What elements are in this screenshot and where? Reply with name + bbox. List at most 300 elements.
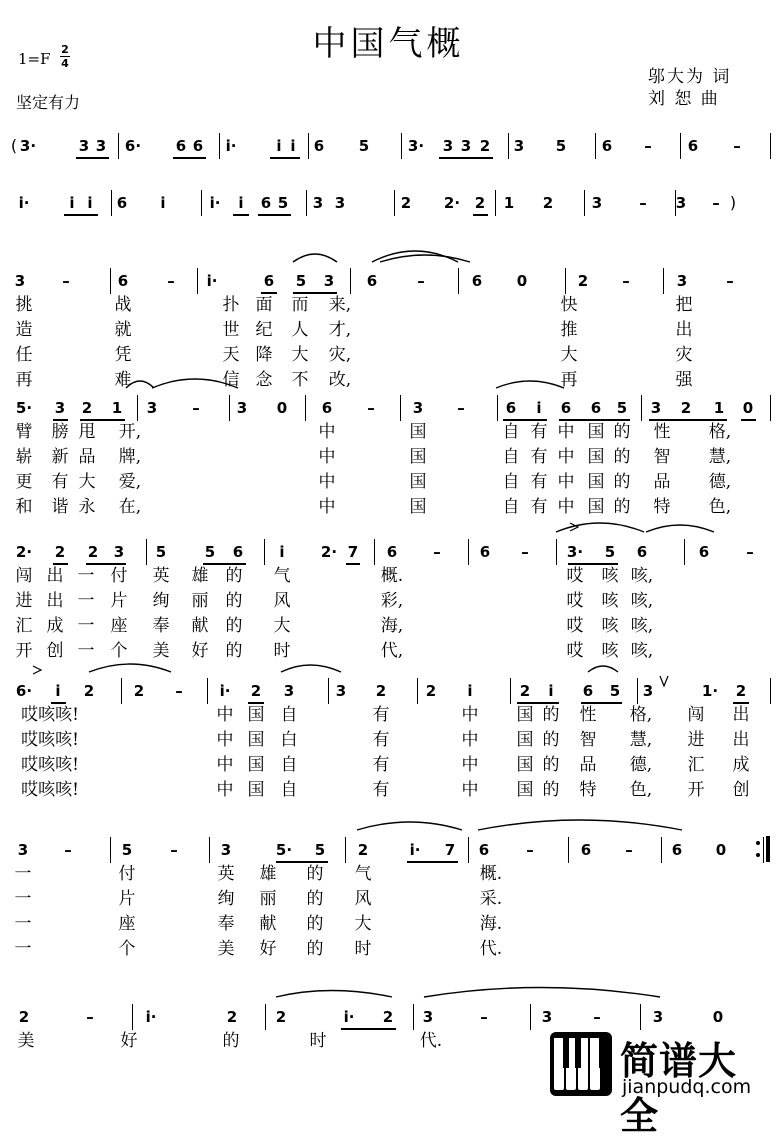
note: 5 bbox=[121, 841, 133, 859]
note: i bbox=[290, 137, 296, 155]
note: 2 bbox=[133, 682, 145, 700]
lyric-syllable: 自 bbox=[502, 497, 520, 517]
lyric-syllable: 才, bbox=[328, 320, 352, 340]
lyric-syllable: 哎 bbox=[566, 566, 584, 586]
note: 3· bbox=[19, 137, 37, 155]
lyric-syllable: 开 bbox=[687, 780, 705, 800]
lyric-syllable: 奉 bbox=[217, 914, 235, 934]
lyric-syllable: 甩 bbox=[78, 422, 96, 442]
note: – bbox=[417, 272, 425, 290]
lyric-syllable: 中 bbox=[216, 705, 234, 725]
lyric-syllable: 国 bbox=[247, 705, 265, 725]
note: 5 bbox=[155, 543, 167, 561]
note: 2· bbox=[320, 543, 338, 561]
note: i· bbox=[206, 272, 218, 290]
lyric-syllable: 国 bbox=[409, 422, 427, 442]
lyric-syllable: 扑 bbox=[222, 295, 240, 315]
lyric-syllable: 再 bbox=[15, 370, 33, 390]
lyric-syllable: 国 bbox=[516, 730, 534, 750]
note: i bbox=[87, 194, 93, 212]
lyric-line bbox=[0, 729, 777, 751]
lyric-syllable: 的 bbox=[306, 889, 324, 909]
note: 3 bbox=[650, 399, 662, 417]
barline bbox=[207, 678, 208, 704]
barline bbox=[229, 395, 230, 421]
lyric-syllable: 哎咳咳! bbox=[21, 780, 79, 800]
lyric-syllable: 代, bbox=[380, 641, 404, 661]
barline bbox=[556, 539, 557, 565]
barline bbox=[264, 539, 265, 565]
lyric-syllable: 自 bbox=[280, 755, 298, 775]
lyric-syllable: 中 bbox=[318, 497, 336, 517]
beam-underline bbox=[270, 157, 300, 159]
barline bbox=[146, 539, 147, 565]
barline bbox=[417, 678, 418, 704]
slur bbox=[646, 525, 714, 532]
beam-underline bbox=[439, 157, 474, 159]
beam-underline bbox=[64, 214, 98, 216]
lyric-syllable: 一 bbox=[77, 566, 95, 586]
note: 5 bbox=[295, 272, 307, 290]
lyric-syllable: 中 bbox=[216, 780, 234, 800]
lyric-syllable: 美 bbox=[217, 939, 235, 959]
barline bbox=[209, 837, 210, 863]
lyric-syllable: 献 bbox=[191, 616, 209, 636]
lyric-syllable: 大 bbox=[354, 914, 372, 934]
note: 3 bbox=[676, 272, 688, 290]
note: i bbox=[548, 682, 554, 700]
barline bbox=[118, 133, 119, 159]
note: 3 bbox=[460, 137, 472, 155]
lyric-syllable: 国 bbox=[516, 755, 534, 775]
lyric-syllable: 中 bbox=[557, 422, 575, 442]
slur bbox=[424, 988, 660, 998]
lyric-syllable: 再 bbox=[560, 370, 578, 390]
note: 5 bbox=[277, 194, 289, 212]
barline bbox=[305, 395, 306, 421]
note: 3 bbox=[442, 137, 454, 155]
lyric-syllable: 个 bbox=[118, 939, 136, 959]
key-signature: 1=F bbox=[18, 50, 51, 68]
meter-bottom: 4 bbox=[61, 57, 69, 70]
barline bbox=[197, 268, 198, 294]
lyric-syllable: 一 bbox=[77, 641, 95, 661]
note: 5· bbox=[15, 399, 33, 417]
barline bbox=[121, 678, 122, 704]
lyric-syllable: 灾, bbox=[328, 345, 352, 365]
barline bbox=[661, 837, 662, 863]
note: 2 bbox=[542, 194, 554, 212]
lyric-syllable: 有 bbox=[372, 755, 390, 775]
barline bbox=[110, 837, 111, 863]
lyric-syllable: 国 bbox=[247, 780, 265, 800]
prelude-open-paren: ( bbox=[10, 136, 18, 155]
note: – bbox=[433, 543, 441, 561]
lyric-line bbox=[0, 294, 777, 316]
lyric-syllable: 特 bbox=[579, 780, 597, 800]
lyric-syllable: 海. bbox=[479, 914, 503, 934]
barline bbox=[680, 133, 681, 159]
slur bbox=[380, 255, 470, 262]
note: 5 bbox=[314, 841, 326, 859]
lyric-syllable: 咳 bbox=[601, 591, 619, 611]
note: 2 bbox=[357, 841, 369, 859]
note: 6 bbox=[590, 399, 602, 417]
lyric-syllable: 中 bbox=[216, 730, 234, 750]
note: 0 bbox=[742, 399, 754, 417]
lyric-line bbox=[0, 704, 777, 726]
note: 6 bbox=[505, 399, 517, 417]
lyric-line bbox=[0, 779, 777, 801]
barline bbox=[306, 190, 307, 216]
note: – bbox=[170, 841, 178, 859]
note: – bbox=[175, 682, 183, 700]
lyric-syllable: 的 bbox=[542, 780, 560, 800]
lyric-syllable: 付 bbox=[118, 864, 136, 884]
note: 6 bbox=[636, 543, 648, 561]
note: i bbox=[276, 137, 282, 155]
lyric-syllable: 片 bbox=[118, 889, 136, 909]
beam-underline bbox=[76, 157, 109, 159]
barline bbox=[401, 133, 402, 159]
lyric-syllable: 中 bbox=[461, 705, 479, 725]
lyric-syllable: 概. bbox=[479, 864, 503, 884]
logo-url: jianpudq.com bbox=[622, 1076, 752, 1098]
lyric-syllable: 大 bbox=[273, 616, 291, 636]
slur bbox=[281, 665, 341, 672]
note: 3 bbox=[312, 194, 324, 212]
slur bbox=[89, 664, 171, 672]
lyric-syllable: 咳, bbox=[630, 616, 654, 636]
lyric-syllable: 的 bbox=[613, 447, 631, 467]
lyric-syllable: 慧, bbox=[629, 730, 653, 750]
barline bbox=[350, 268, 351, 294]
note: 6 bbox=[175, 137, 187, 155]
music-row bbox=[0, 835, 777, 865]
note: 2 bbox=[18, 1008, 30, 1026]
note: 6 bbox=[260, 194, 272, 212]
slur bbox=[372, 251, 458, 262]
note: 2· bbox=[443, 194, 461, 212]
lyric-syllable: 在, bbox=[118, 497, 142, 517]
note: 3 bbox=[652, 1008, 664, 1026]
lyric-syllable: 德, bbox=[708, 472, 732, 492]
lyric-syllable: 新 bbox=[51, 447, 69, 467]
lyric-syllable: 个 bbox=[110, 641, 128, 661]
note: – bbox=[625, 841, 633, 859]
note: 6 bbox=[687, 137, 699, 155]
lyric-syllable: 格, bbox=[708, 422, 732, 442]
barline bbox=[468, 539, 469, 565]
music-row bbox=[0, 393, 777, 423]
note: 6 bbox=[117, 272, 129, 290]
lyric-syllable: 的 bbox=[306, 939, 324, 959]
note: 6 bbox=[192, 137, 204, 155]
lyric-syllable: 海, bbox=[380, 616, 404, 636]
lyric-syllable: 座 bbox=[110, 616, 128, 636]
note: i· bbox=[343, 1008, 355, 1026]
note: i· bbox=[409, 841, 421, 859]
lyric-syllable: 哎 bbox=[566, 591, 584, 611]
lyric-syllable: 雄 bbox=[191, 566, 209, 586]
lyric-syllable: 中 bbox=[461, 780, 479, 800]
lyric-syllable: 进 bbox=[15, 591, 33, 611]
lyric-syllable: 好 bbox=[259, 939, 277, 959]
beam-underline bbox=[233, 214, 249, 216]
lyric-syllable: 有 bbox=[530, 422, 548, 442]
lyric-syllable: 推 bbox=[560, 320, 578, 340]
lyric-syllable: 进 bbox=[687, 730, 705, 750]
barline bbox=[641, 395, 642, 421]
barline bbox=[495, 190, 496, 216]
barline bbox=[508, 133, 509, 159]
note: 2 bbox=[577, 272, 589, 290]
lyric-syllable: 就 bbox=[114, 320, 132, 340]
note: 5 bbox=[555, 137, 567, 155]
lyric-syllable: 造 bbox=[15, 320, 33, 340]
note: 3 bbox=[642, 682, 654, 700]
lyric-syllable: 国 bbox=[409, 472, 427, 492]
lyric-syllable: 咳, bbox=[630, 641, 654, 661]
lyric-line bbox=[0, 640, 777, 662]
note: i bbox=[55, 682, 61, 700]
lyric-syllable: 代. bbox=[479, 939, 503, 959]
lyric-syllable: 自 bbox=[280, 705, 298, 725]
lyric-syllable: 和 bbox=[15, 497, 33, 517]
lyric-syllable: 英 bbox=[217, 864, 235, 884]
lyric-syllable: 中 bbox=[557, 497, 575, 517]
lyric-syllable: 时 bbox=[309, 1031, 327, 1051]
note: 1· bbox=[701, 682, 719, 700]
lyric-syllable: 哎咳咳! bbox=[21, 755, 79, 775]
lyric-syllable: 国 bbox=[516, 705, 534, 725]
lyric-syllable: 爱, bbox=[118, 472, 142, 492]
beam-underline bbox=[258, 214, 291, 216]
note: 0 bbox=[712, 1008, 724, 1026]
note: 5 bbox=[358, 137, 370, 155]
lyric-syllable: 出 bbox=[46, 591, 64, 611]
lyric-line bbox=[0, 888, 777, 910]
lyric-syllable: 国 bbox=[409, 497, 427, 517]
lyric-line bbox=[0, 565, 777, 587]
lyric-syllable: 灾 bbox=[675, 345, 693, 365]
note: – bbox=[480, 1008, 488, 1026]
note: i· bbox=[209, 194, 221, 212]
lyric-syllable: 永 bbox=[78, 497, 96, 517]
lyric-syllable: 来, bbox=[328, 295, 352, 315]
lyric-syllable: 崭 bbox=[15, 447, 33, 467]
note: – bbox=[521, 543, 529, 561]
note: – bbox=[622, 272, 630, 290]
barline bbox=[413, 1004, 414, 1030]
lyric-syllable: 难 bbox=[114, 370, 132, 390]
lyric-syllable: 献 bbox=[259, 914, 277, 934]
lyric-syllable: 的 bbox=[613, 422, 631, 442]
note: 6 bbox=[386, 543, 398, 561]
lyric-syllable: 国 bbox=[247, 730, 265, 750]
lyric-syllable: 国 bbox=[587, 472, 605, 492]
note: – bbox=[367, 399, 375, 417]
lyric-syllable: 采. bbox=[479, 889, 503, 909]
barline bbox=[374, 539, 375, 565]
lyric-line bbox=[0, 863, 777, 885]
lyric-syllable: 凭 bbox=[114, 345, 132, 365]
lyric-syllable: 中 bbox=[318, 472, 336, 492]
lyric-syllable: 自 bbox=[502, 422, 520, 442]
note: i bbox=[536, 399, 542, 417]
lyric-syllable: 品 bbox=[653, 472, 671, 492]
lyric-syllable: 美 bbox=[152, 641, 170, 661]
barline bbox=[637, 678, 638, 704]
lyric-syllable: 强 bbox=[675, 370, 693, 390]
note: 2 bbox=[680, 399, 692, 417]
note: 3 bbox=[14, 272, 26, 290]
note: 2 bbox=[275, 1008, 287, 1026]
time-signature bbox=[60, 44, 70, 69]
lyric-syllable: 代. bbox=[419, 1031, 443, 1051]
lyric-syllable: 中 bbox=[461, 755, 479, 775]
note: 3· bbox=[407, 137, 425, 155]
lyric-syllable: 国 bbox=[247, 755, 265, 775]
note: – bbox=[86, 1008, 94, 1026]
lyric-syllable: 丽 bbox=[191, 591, 209, 611]
note: – bbox=[192, 399, 200, 417]
lyric-syllable: 时 bbox=[354, 939, 372, 959]
lyric-syllable: 的 bbox=[542, 705, 560, 725]
note: – bbox=[593, 1008, 601, 1026]
lyric-syllable: 一 bbox=[14, 889, 32, 909]
note: 6 bbox=[601, 137, 613, 155]
lyric-syllable: 绚 bbox=[152, 591, 170, 611]
music-row bbox=[0, 188, 777, 218]
lyric-syllable: 咳 bbox=[601, 616, 619, 636]
note: 2 bbox=[479, 137, 491, 155]
note: 2 bbox=[400, 194, 412, 212]
lyric-syllable: 好 bbox=[191, 641, 209, 661]
lyric-syllable: 德, bbox=[629, 755, 653, 775]
lyric-syllable: 智 bbox=[579, 730, 597, 750]
note: – bbox=[639, 194, 647, 212]
note: – bbox=[712, 194, 720, 212]
lyric-syllable: 降 bbox=[255, 345, 273, 365]
lyric-syllable: 有 bbox=[372, 780, 390, 800]
barline bbox=[530, 1004, 531, 1030]
lyric-line bbox=[0, 446, 777, 468]
barline bbox=[663, 268, 664, 294]
note: 3 bbox=[113, 543, 125, 561]
note: 6· bbox=[124, 137, 142, 155]
lyric-syllable: 而 bbox=[291, 295, 309, 315]
logo-name: 简谱大全 bbox=[620, 1039, 738, 1138]
lyric-line bbox=[0, 754, 777, 776]
note: 3 bbox=[283, 682, 295, 700]
note: 2 bbox=[375, 682, 387, 700]
lyric-syllable: 咳, bbox=[630, 566, 654, 586]
lyric-syllable: 纪 bbox=[255, 320, 273, 340]
note: i bbox=[69, 194, 75, 212]
note: – bbox=[746, 543, 754, 561]
lyric-syllable: 的 bbox=[542, 755, 560, 775]
lyric-syllable: 性 bbox=[579, 705, 597, 725]
note: 3 bbox=[422, 1008, 434, 1026]
lyric-syllable: 智 bbox=[653, 447, 671, 467]
note: 5 bbox=[616, 399, 628, 417]
barline bbox=[308, 133, 309, 159]
note: 2 bbox=[425, 682, 437, 700]
note: 5 bbox=[204, 543, 216, 561]
note: 6 bbox=[560, 399, 572, 417]
beam-underline bbox=[173, 157, 206, 159]
barline bbox=[201, 190, 202, 216]
lyric-syllable: 一 bbox=[14, 939, 32, 959]
note: 3 bbox=[54, 399, 66, 417]
lyric-syllable: 国 bbox=[516, 780, 534, 800]
note: 3 bbox=[220, 841, 232, 859]
lyric-syllable: 性 bbox=[653, 422, 671, 442]
slur bbox=[293, 254, 337, 262]
lyric-syllable: 哎 bbox=[566, 616, 584, 636]
note: 2 bbox=[83, 682, 95, 700]
note: – bbox=[62, 272, 70, 290]
note: 6 bbox=[321, 399, 333, 417]
lyric-syllable: 中 bbox=[557, 447, 575, 467]
note: 2 bbox=[250, 682, 262, 700]
lyric-line bbox=[0, 496, 777, 518]
accent-mark bbox=[33, 666, 41, 674]
lyric-syllable: 座 bbox=[118, 914, 136, 934]
lyric-syllable: 的 bbox=[225, 641, 243, 661]
note: i· bbox=[18, 194, 30, 212]
note: 3 bbox=[323, 272, 335, 290]
note: 0 bbox=[715, 841, 727, 859]
note: 3 bbox=[513, 137, 525, 155]
note: i bbox=[160, 194, 166, 212]
note: 2 bbox=[54, 543, 66, 561]
lyric-syllable: 的 bbox=[225, 616, 243, 636]
barline bbox=[219, 133, 220, 159]
barline bbox=[137, 395, 138, 421]
lyric-syllable: 谐 bbox=[51, 497, 69, 517]
lyric-line bbox=[0, 913, 777, 935]
lyric-syllable: 国 bbox=[587, 422, 605, 442]
barline bbox=[684, 539, 685, 565]
lyric-syllable: 臂 bbox=[15, 422, 33, 442]
note: 2 bbox=[735, 682, 747, 700]
composer-credit: 刘 恕 曲 bbox=[648, 89, 720, 109]
lyric-syllable: 丽 bbox=[259, 889, 277, 909]
lyric-syllable: 任 bbox=[15, 345, 33, 365]
lyric-line bbox=[0, 421, 777, 443]
note: 3 bbox=[591, 194, 603, 212]
barline bbox=[565, 268, 566, 294]
note: – bbox=[457, 399, 465, 417]
lyric-syllable: 闯 bbox=[15, 566, 33, 586]
lyric-syllable: 国 bbox=[587, 447, 605, 467]
barline bbox=[110, 268, 111, 294]
note: 3 bbox=[17, 841, 29, 859]
lyric-syllable: 出 bbox=[46, 566, 64, 586]
lyric-syllable: 咳 bbox=[601, 566, 619, 586]
lyric-syllable: 不 bbox=[291, 370, 309, 390]
note: i· bbox=[145, 1008, 157, 1026]
note: 6 bbox=[582, 682, 594, 700]
slur bbox=[556, 523, 644, 532]
lyric-syllable: 中 bbox=[461, 730, 479, 750]
music-row bbox=[0, 1002, 777, 1032]
lyric-syllable: 有 bbox=[372, 705, 390, 725]
beam-underline bbox=[474, 157, 493, 159]
note: 6 bbox=[580, 841, 592, 859]
